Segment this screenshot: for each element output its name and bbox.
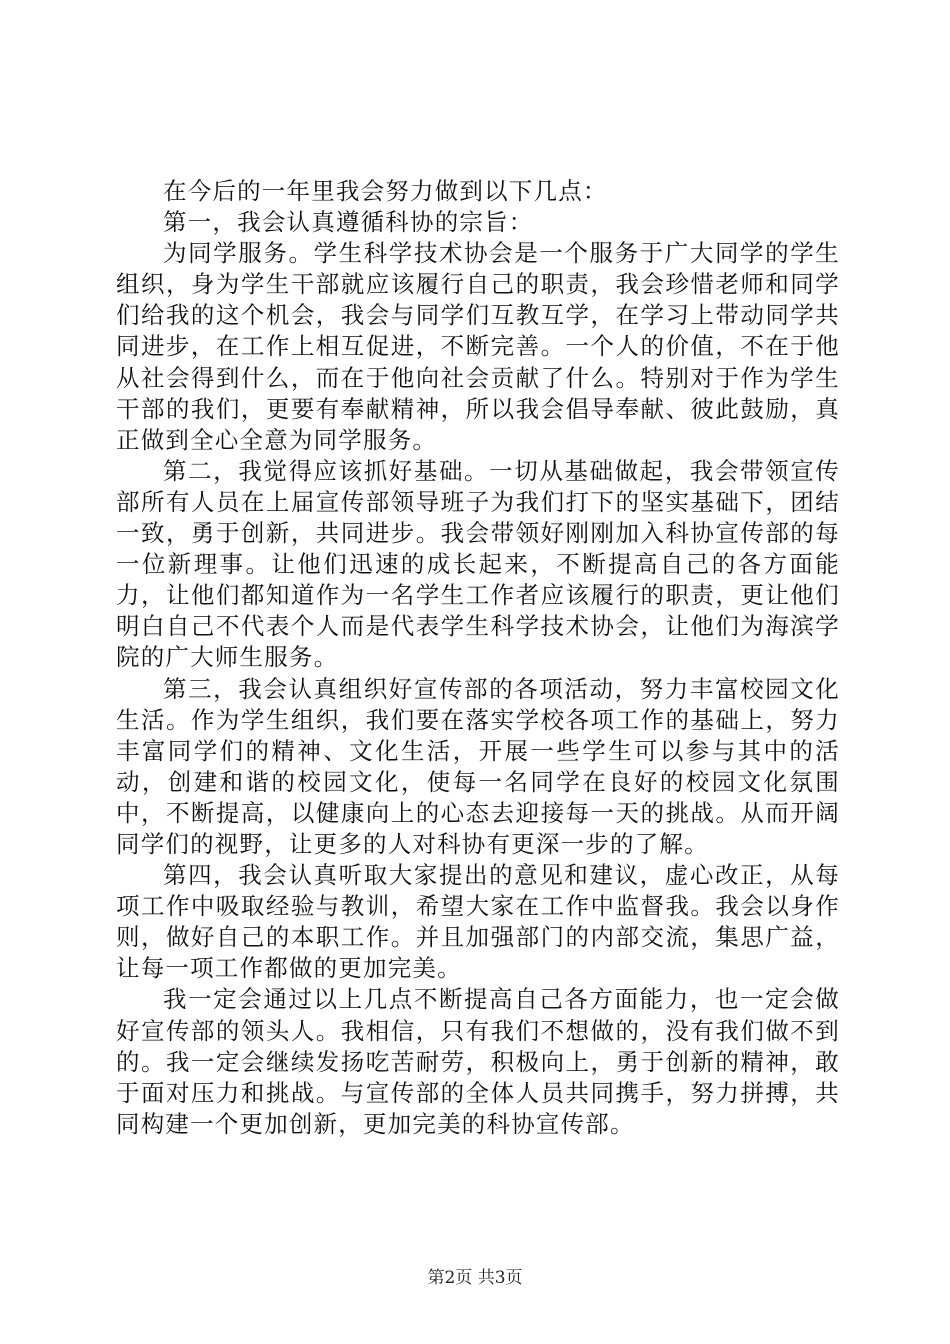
paragraph-conclusion: 我一定会通过以上几点不断提高自己各方面能力，也一定会做好宣传部的领头人。我相信，只有我们不想做的，没有我们做不到的。我一定会继续发扬吃苦耐劳，积极向上，勇于创新的精神，敢于面对压力和挑战。与宣传部的全体人员共同携手，努力拼搏，共同构建一个更加创新，更加完美的科协宣传部。 [116, 985, 840, 1138]
document-body [116, 176, 840, 1140]
paragraph-point-two: 第二，我觉得应该抓好基础。一切从基础做起，我会带领宣传部所有人员在上届宣传部领导班子为我们打下的坚实基础下，团结一致，勇于创新，共同进步。我会带领好刚刚加入科协宣传部的每一位新理事。让他们迅速的成长起来，不断提高自己的各方面能力，让他们都知道作为一名学生工作者应该履行的职责，更让他们明白自己不代表个人而是代表学生科学技术协会，让他们为海滨学院的广大师生服务。 [116, 456, 840, 672]
paragraph-point-one-heading: 第一，我会认真遵循科协的宗旨： [163, 208, 534, 237]
paragraph-point-three: 第三，我会认真组织好宣传部的各项活动，努力丰富校园文化生活。作为学生组织，我们要在落实学校各项工作的基础上，努力丰富同学们的精神、文化生活，开展一些学生可以参与其中的活动，创建和谐的校园文化，使每一名同学在良好的校园文化氛围中，不断提高，以健康向上的心态去迎接每一天的挑战。从而开阔同学们的视野，让更多的人对科协有更深一步的了解。 [116, 674, 840, 858]
paragraph-point-one-body: 为同学服务。学生科学技术协会是一个服务于广大同学的学生组织，身为学生干部就应该履行自己的职责，我会珍惜老师和同学们给我的这个机会，我会与同学们互教互学，在学习上带动同学共同进步，在工作上相互促进，不断完善。一个人的价值，不在于他从社会得到什么，而在于他向社会贡献了什么。特别对于作为学生干部的我们，更要有奉献精神，所以我会倡导奉献、彼此鼓励，真正做到全心全意为同学服务。 [116, 239, 840, 454]
paragraph-point-four: 第四，我会认真听取大家提出的意见和建议，虚心改正，从每项工作中吸取经验与教训，希望大家在工作中监督我。我会以身作则，做好自己的本职工作。并且加强部门的内部交流，集思广益，让每一项工作都做的更加完美。 [116, 861, 840, 983]
paragraph-intro: 在今后的一年里我会努力做到以下几点： [163, 177, 608, 205]
page-number-footer: 第2页 共3页 [427, 1268, 523, 1288]
